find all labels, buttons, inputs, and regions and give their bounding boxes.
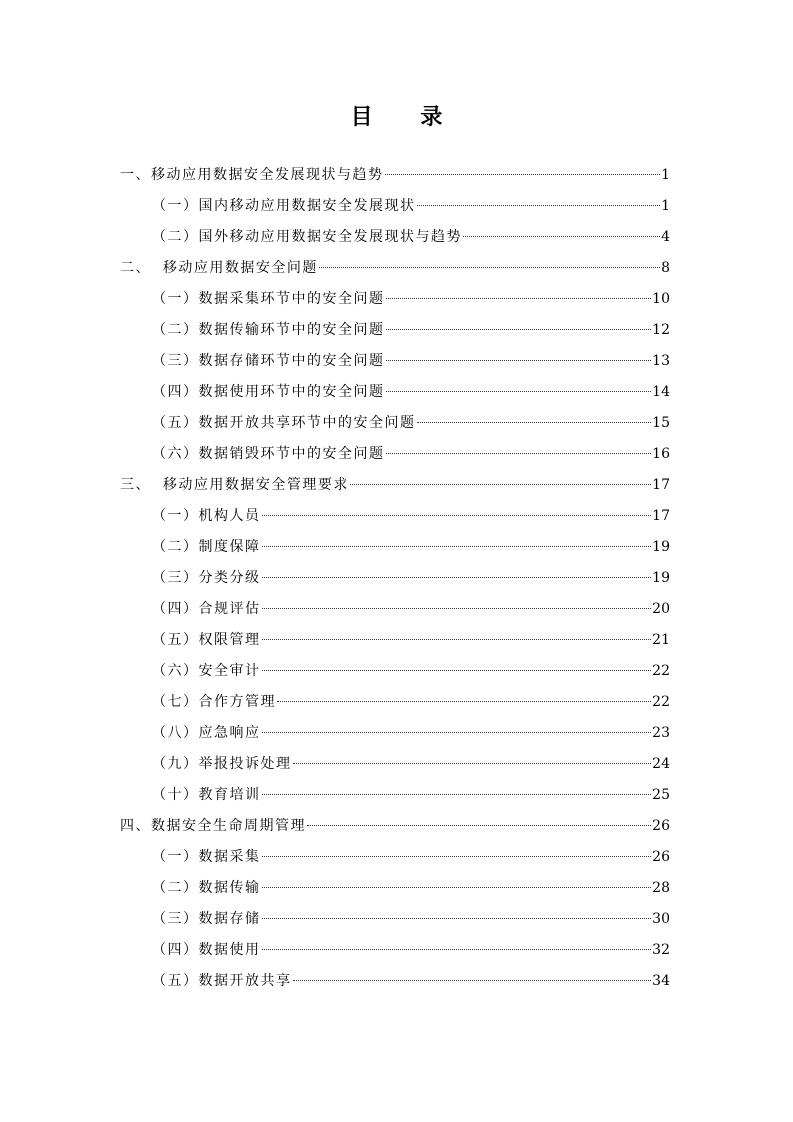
- toc-leader-dots: [386, 453, 652, 454]
- toc-section-entry[interactable]: [120, 780, 670, 811]
- toc-entry-label: （六）安全审计: [152, 663, 261, 679]
- toc-chapter-entry[interactable]: [120, 160, 670, 191]
- toc-leader-dots: [277, 701, 651, 702]
- toc-section-entry[interactable]: [120, 284, 670, 315]
- toc-leader-dots: [262, 887, 652, 888]
- toc-leader-dots: [307, 825, 651, 826]
- toc-entry-label: （五）权限管理: [152, 632, 261, 648]
- toc-section-entry[interactable]: [120, 346, 670, 377]
- toc-page-number: 15: [652, 415, 670, 431]
- toc-page-number: 4: [661, 229, 670, 245]
- toc-page-number: 32: [652, 942, 670, 958]
- toc-section-entry[interactable]: [120, 656, 670, 687]
- toc-page-number: 23: [652, 725, 670, 741]
- toc-section-entry[interactable]: [120, 439, 670, 470]
- toc-entry-label: （八）应急响应: [152, 725, 261, 741]
- toc-section-entry[interactable]: [120, 408, 670, 439]
- toc-section-entry[interactable]: [120, 532, 670, 563]
- toc-entry-label: （一）机构人员: [152, 508, 261, 524]
- toc-entry-label: （三）数据存储环节中的安全问题: [152, 353, 385, 369]
- toc-entry-label: 三、 移动应用数据安全管理要求: [120, 477, 349, 493]
- toc-entry-label: （二）制度保障: [152, 539, 261, 555]
- toc-section-entry[interactable]: [120, 966, 670, 997]
- toc-page-number: 30: [652, 911, 670, 927]
- toc-page-number: 17: [652, 477, 670, 493]
- toc-entry-label: （十）教育培训: [152, 787, 261, 803]
- toc-entry-label: （二）国外移动应用数据安全发展现状与趋势: [152, 229, 462, 245]
- toc-section-entry[interactable]: [120, 718, 670, 749]
- toc-entry-label: （六）数据销毁环节中的安全问题: [152, 446, 385, 462]
- toc-page-number: 8: [661, 260, 670, 276]
- toc-entry-label: （三）分类分级: [152, 570, 261, 586]
- toc-leader-dots: [386, 360, 652, 361]
- toc-leader-dots: [262, 918, 652, 919]
- toc-page-number: 22: [652, 663, 670, 679]
- toc-section-entry[interactable]: [120, 687, 670, 718]
- toc-leader-dots: [262, 546, 652, 547]
- toc-entry-label: （一）国内移动应用数据安全发展现状: [152, 198, 416, 214]
- toc-section-entry[interactable]: [120, 904, 670, 935]
- toc-leader-dots: [262, 639, 652, 640]
- toc-leader-dots: [417, 205, 661, 206]
- toc-section-entry[interactable]: [120, 222, 670, 253]
- toc-entry-label: （四）合规评估: [152, 601, 261, 617]
- toc-section-entry[interactable]: [120, 749, 670, 780]
- toc-page-number: 28: [652, 880, 670, 896]
- toc-leader-dots: [262, 515, 652, 516]
- toc-entry-label: （三）数据存储: [152, 911, 261, 927]
- toc-page-number: 20: [652, 601, 670, 617]
- toc-entry-label: （一）数据采集环节中的安全问题: [152, 291, 385, 307]
- toc-section-entry[interactable]: [120, 873, 670, 904]
- toc-page-number: 17: [652, 508, 670, 524]
- toc-leader-dots: [463, 236, 660, 237]
- toc-entry-label: （四）数据使用: [152, 942, 261, 958]
- toc-entry-label: （九）举报投诉处理: [152, 756, 292, 772]
- toc-entry-label: （七）合作方管理: [152, 694, 276, 710]
- toc-leader-dots: [262, 856, 652, 857]
- toc-section-entry[interactable]: [120, 842, 670, 873]
- toc-leader-dots: [386, 391, 652, 392]
- toc-section-entry[interactable]: [120, 563, 670, 594]
- toc-section-entry[interactable]: [120, 191, 670, 222]
- toc-entry-label: 四、数据安全生命周期管理: [120, 818, 306, 834]
- toc-entry-label: （五）数据开放共享环节中的安全问题: [152, 415, 416, 431]
- toc-entry-label: （一）数据采集: [152, 849, 261, 865]
- toc-page-number: 1: [661, 198, 670, 214]
- toc-page-number: 13: [652, 353, 670, 369]
- table-of-contents: [120, 160, 670, 997]
- toc-leader-dots: [385, 174, 661, 175]
- toc-page-number: 26: [652, 849, 670, 865]
- toc-page-number: 10: [652, 291, 670, 307]
- toc-page-number: 12: [652, 322, 670, 338]
- toc-page-number: 24: [652, 756, 670, 772]
- toc-leader-dots: [262, 670, 652, 671]
- toc-leader-dots: [293, 763, 652, 764]
- toc-section-entry[interactable]: [120, 377, 670, 408]
- toc-leader-dots: [350, 484, 651, 485]
- toc-entry-label: （二）数据传输环节中的安全问题: [152, 322, 385, 338]
- toc-page-number: 1: [661, 167, 670, 183]
- toc-section-entry[interactable]: [120, 625, 670, 656]
- toc-leader-dots: [293, 980, 652, 981]
- toc-page-number: 34: [652, 973, 670, 989]
- toc-leader-dots: [386, 329, 652, 330]
- toc-page-number: 19: [652, 570, 670, 586]
- toc-leader-dots: [262, 608, 652, 609]
- toc-entry-label: （二）数据传输: [152, 880, 261, 896]
- toc-chapter-entry[interactable]: [120, 811, 670, 842]
- toc-leader-dots: [386, 298, 652, 299]
- toc-leader-dots: [262, 794, 652, 795]
- toc-page-number: 26: [652, 818, 670, 834]
- toc-entry-label: 一、移动应用数据安全发展现状与趋势: [120, 167, 384, 183]
- toc-chapter-entry[interactable]: [120, 470, 670, 501]
- toc-page-number: 16: [652, 446, 670, 462]
- toc-page-number: 14: [652, 384, 670, 400]
- toc-entry-label: （四）数据使用环节中的安全问题: [152, 384, 385, 400]
- toc-page-number: 22: [652, 694, 670, 710]
- toc-leader-dots: [417, 422, 652, 423]
- toc-section-entry[interactable]: [120, 935, 670, 966]
- toc-chapter-entry[interactable]: [120, 253, 670, 284]
- toc-page-number: 19: [652, 539, 670, 555]
- toc-section-entry[interactable]: [120, 594, 670, 625]
- toc-leader-dots: [319, 267, 660, 268]
- toc-leader-dots: [262, 732, 652, 733]
- toc-leader-dots: [262, 949, 652, 950]
- toc-entry-label: （五）数据开放共享: [152, 973, 292, 989]
- toc-section-entry[interactable]: [120, 501, 670, 532]
- toc-page-number: 25: [652, 787, 670, 803]
- toc-section-entry[interactable]: [120, 315, 670, 346]
- toc-title: 目 录: [350, 105, 463, 130]
- toc-leader-dots: [262, 577, 652, 578]
- toc-entry-label: 二、 移动应用数据安全问题: [120, 260, 318, 276]
- toc-page-number: 21: [652, 632, 670, 648]
